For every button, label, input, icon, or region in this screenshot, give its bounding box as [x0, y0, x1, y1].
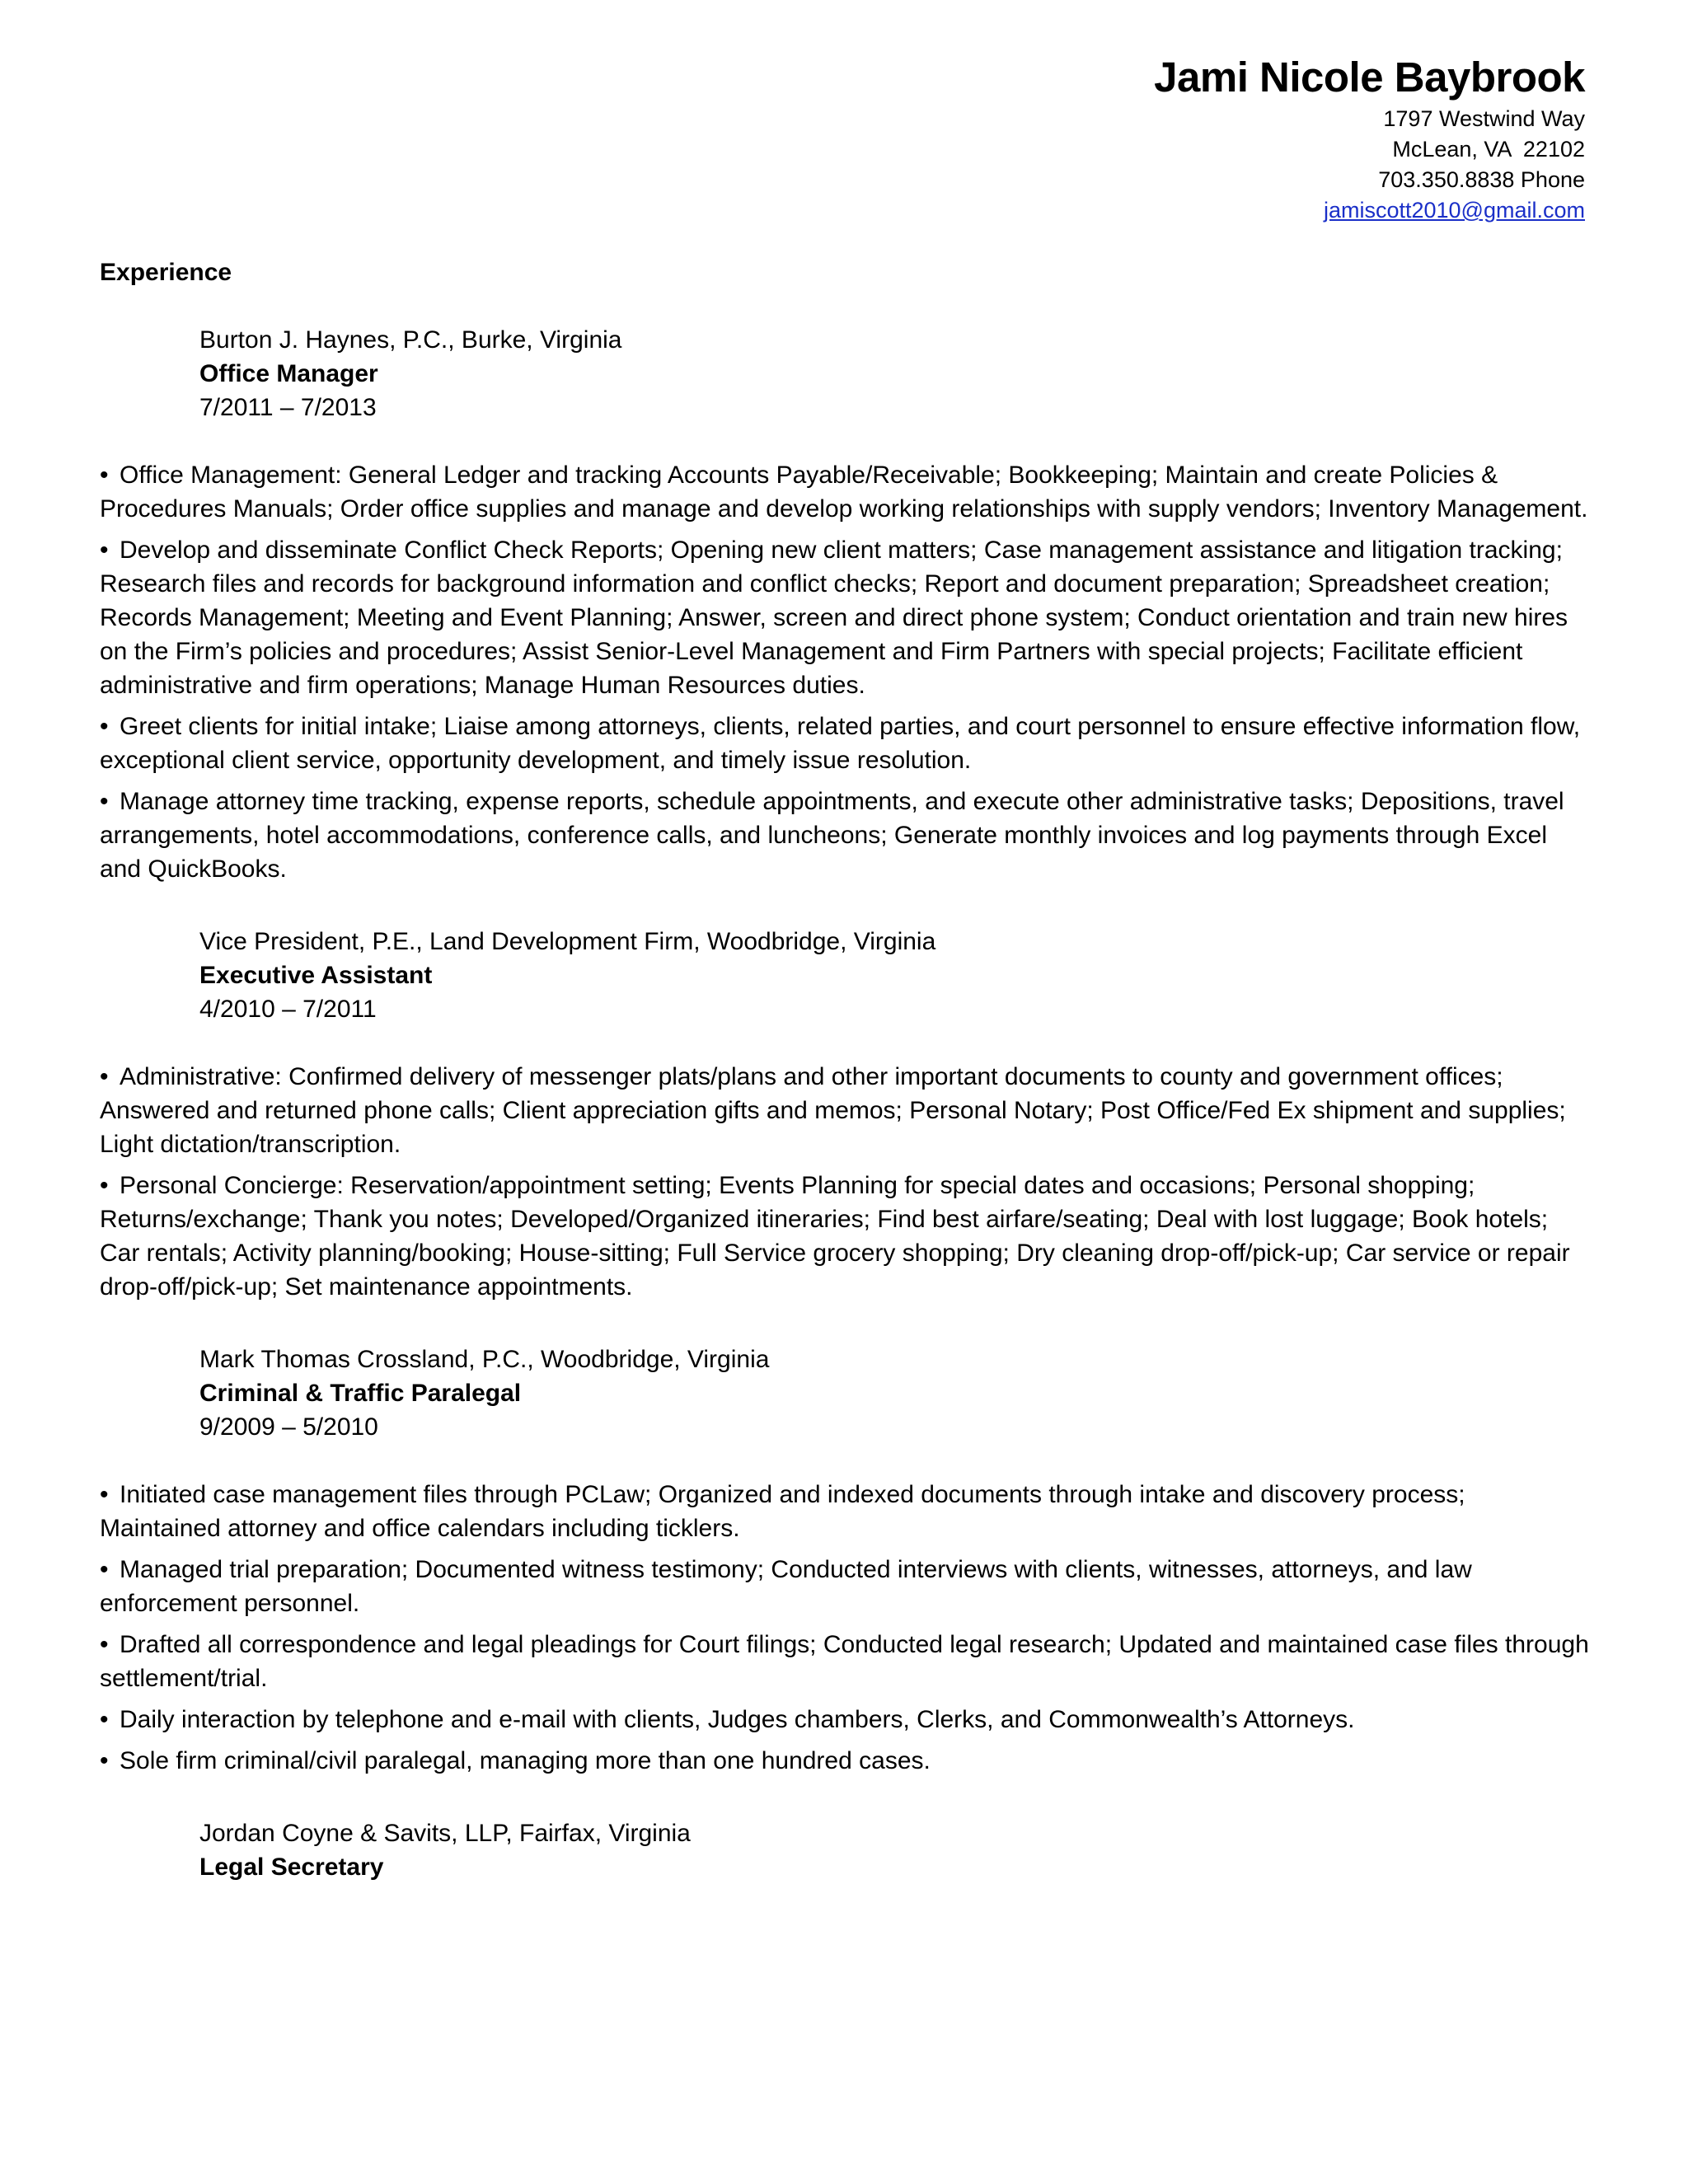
job-dates: 7/2011 – 7/2013 [199, 394, 377, 421]
bullet-icon: • [100, 1172, 109, 1199]
job-bullet-text: Office Management: General Ledger and tracking Accounts Payable/Receivable; Bookkeeping; Maintain and create Policies & Procedures Manuals; Order office supplies and manage and develop working relationships with supply vendors; Inventory Management. [100, 462, 1588, 523]
job-header [199, 1343, 1592, 1444]
job-header [199, 925, 1592, 1026]
job-bullet-list [100, 1060, 1592, 1304]
job-bullet-list [100, 458, 1592, 886]
job-bullet-text: Sole firm criminal/civil paralegal, managing more than one hundred cases. [120, 1747, 931, 1774]
bullet-icon: • [100, 1063, 109, 1090]
bullet-icon: • [100, 537, 109, 564]
job-bullet [100, 533, 1592, 702]
address-line-1: 1797 Westwind Way [1383, 106, 1585, 131]
job-entry [100, 925, 1592, 1304]
phone-number: 703.350.8838 Phone [1378, 167, 1585, 192]
job-bullet-text: Manage attorney time tracking, expense reports, schedule appointments, and execute other administrative tasks; Depositions, travel arrangements, hotel accommodations, conference calls, and luncheons; Generate monthly invoices and log payments through Excel and QuickBooks. [100, 788, 1564, 883]
job-bullet [100, 1628, 1592, 1695]
job-entry [100, 323, 1592, 886]
bullet-icon: • [100, 1747, 109, 1774]
job-bullet [100, 1060, 1592, 1161]
job-bullet-text: Greet clients for initial intake; Liaise among attorneys, clients, related parties, and court personnel to ensure effective information flow, exceptional client service, opportunity development, and timely issue resolution. [100, 713, 1581, 774]
job-bullet [100, 1478, 1592, 1545]
section-title-experience: Experience [100, 259, 232, 286]
job-bullet [100, 1553, 1592, 1620]
bullet-icon: • [100, 788, 109, 815]
job-header [199, 1816, 1592, 1884]
job-bullet [100, 1169, 1592, 1304]
job-bullet-text: Daily interaction by telephone and e-mail with clients, Judges chambers, Clerks, and Commonwealth’s Attorneys. [120, 1706, 1355, 1733]
job-title: Executive Assistant [199, 962, 433, 989]
email-link[interactable]: jamiscott2010@gmail.com [1323, 198, 1585, 223]
bullet-icon: • [100, 1481, 109, 1508]
job-bullet-text: Administrative: Confirmed delivery of messenger plats/plans and other important documents to county and government offices; Answered and returned phone calls; Client appreciation gifts and memos; Personal Notary; Post Office/Fed Ex shipment and supplies; Light dictation/transcription. [100, 1063, 1566, 1158]
job-header [199, 323, 1592, 424]
job-bullet [100, 710, 1592, 777]
job-bullet-text: Develop and disseminate Conflict Check Reports; Opening new client matters; Case management assistance and litigation tracking; Research files and records for background information and conflict checks; Report and document preparation; Spreadsheet creation; Records Management; Meeting and Event Planning; Answer, screen and direct phone system; Conduct orientation and train new hires on the Firm’s policies and procedures; Assist Senior-Level Management and Firm Partners with special projects; Facilitate efficient administrative and firm operations; Manage Human Resources duties. [100, 537, 1568, 699]
job-bullet [100, 458, 1592, 526]
job-dates: 4/2010 – 7/2011 [199, 996, 377, 1023]
job-entry [100, 1343, 1592, 1778]
job-bullet-text: Personal Concierge: Reservation/appointment setting; Events Planning for special dates and occasions; Personal shopping; Returns/exchange; Thank you notes; Developed/Organized itineraries; Find best airfare/seating; Deal with lost luggage; Book hotels; Car rentals; Activity planning/booking; House-sitting; Full Service grocery shopping; Dry cleaning drop-off/pick-up; Car service or repair drop-off/pick-up; Set maintenance appointments. [100, 1172, 1570, 1301]
job-bullet-text: Drafted all correspondence and legal pleadings for Court filings; Conducted legal research; Updated and maintained case files through settlement/trial. [100, 1631, 1589, 1692]
job-employer: Mark Thomas Crossland, P.C., Woodbridge, Virginia [199, 1346, 770, 1373]
job-title: Criminal & Traffic Paralegal [199, 1380, 522, 1407]
contact-header [1154, 51, 1585, 226]
job-title: Office Manager [199, 360, 378, 387]
bullet-icon: • [100, 1706, 109, 1733]
job-bullet [100, 1703, 1592, 1736]
job-employer: Vice President, P.E., Land Development Firm, Woodbridge, Virginia [199, 928, 936, 955]
job-bullet [100, 785, 1592, 886]
job-employer: Jordan Coyne & Savits, LLP, Fairfax, Virginia [199, 1820, 691, 1847]
bullet-icon: • [100, 462, 109, 489]
job-entry [100, 1816, 1592, 1884]
job-bullet-text: Managed trial preparation; Documented witness testimony; Conducted interviews with clients, witnesses, attorneys, and law enforcement personnel. [100, 1556, 1472, 1617]
candidate-name: Jami Nicole Baybrook [1154, 54, 1585, 101]
resume-content [100, 255, 1592, 1918]
experience-list [100, 323, 1592, 1884]
job-dates: 9/2009 – 5/2010 [199, 1413, 378, 1441]
address-line-2: McLean, VA 22102 [1392, 137, 1585, 162]
job-bullet-list [100, 1478, 1592, 1778]
bullet-icon: • [100, 1631, 109, 1658]
job-bullet-text: Initiated case management files through PCLaw; Organized and indexed documents through intake and discovery process; Maintained attorney and office calendars including ticklers. [100, 1481, 1465, 1542]
bullet-icon: • [100, 713, 109, 740]
job-bullet [100, 1744, 1592, 1778]
job-title: Legal Secretary [199, 1854, 384, 1881]
bullet-icon: • [100, 1556, 109, 1583]
job-employer: Burton J. Haynes, P.C., Burke, Virginia [199, 326, 622, 354]
